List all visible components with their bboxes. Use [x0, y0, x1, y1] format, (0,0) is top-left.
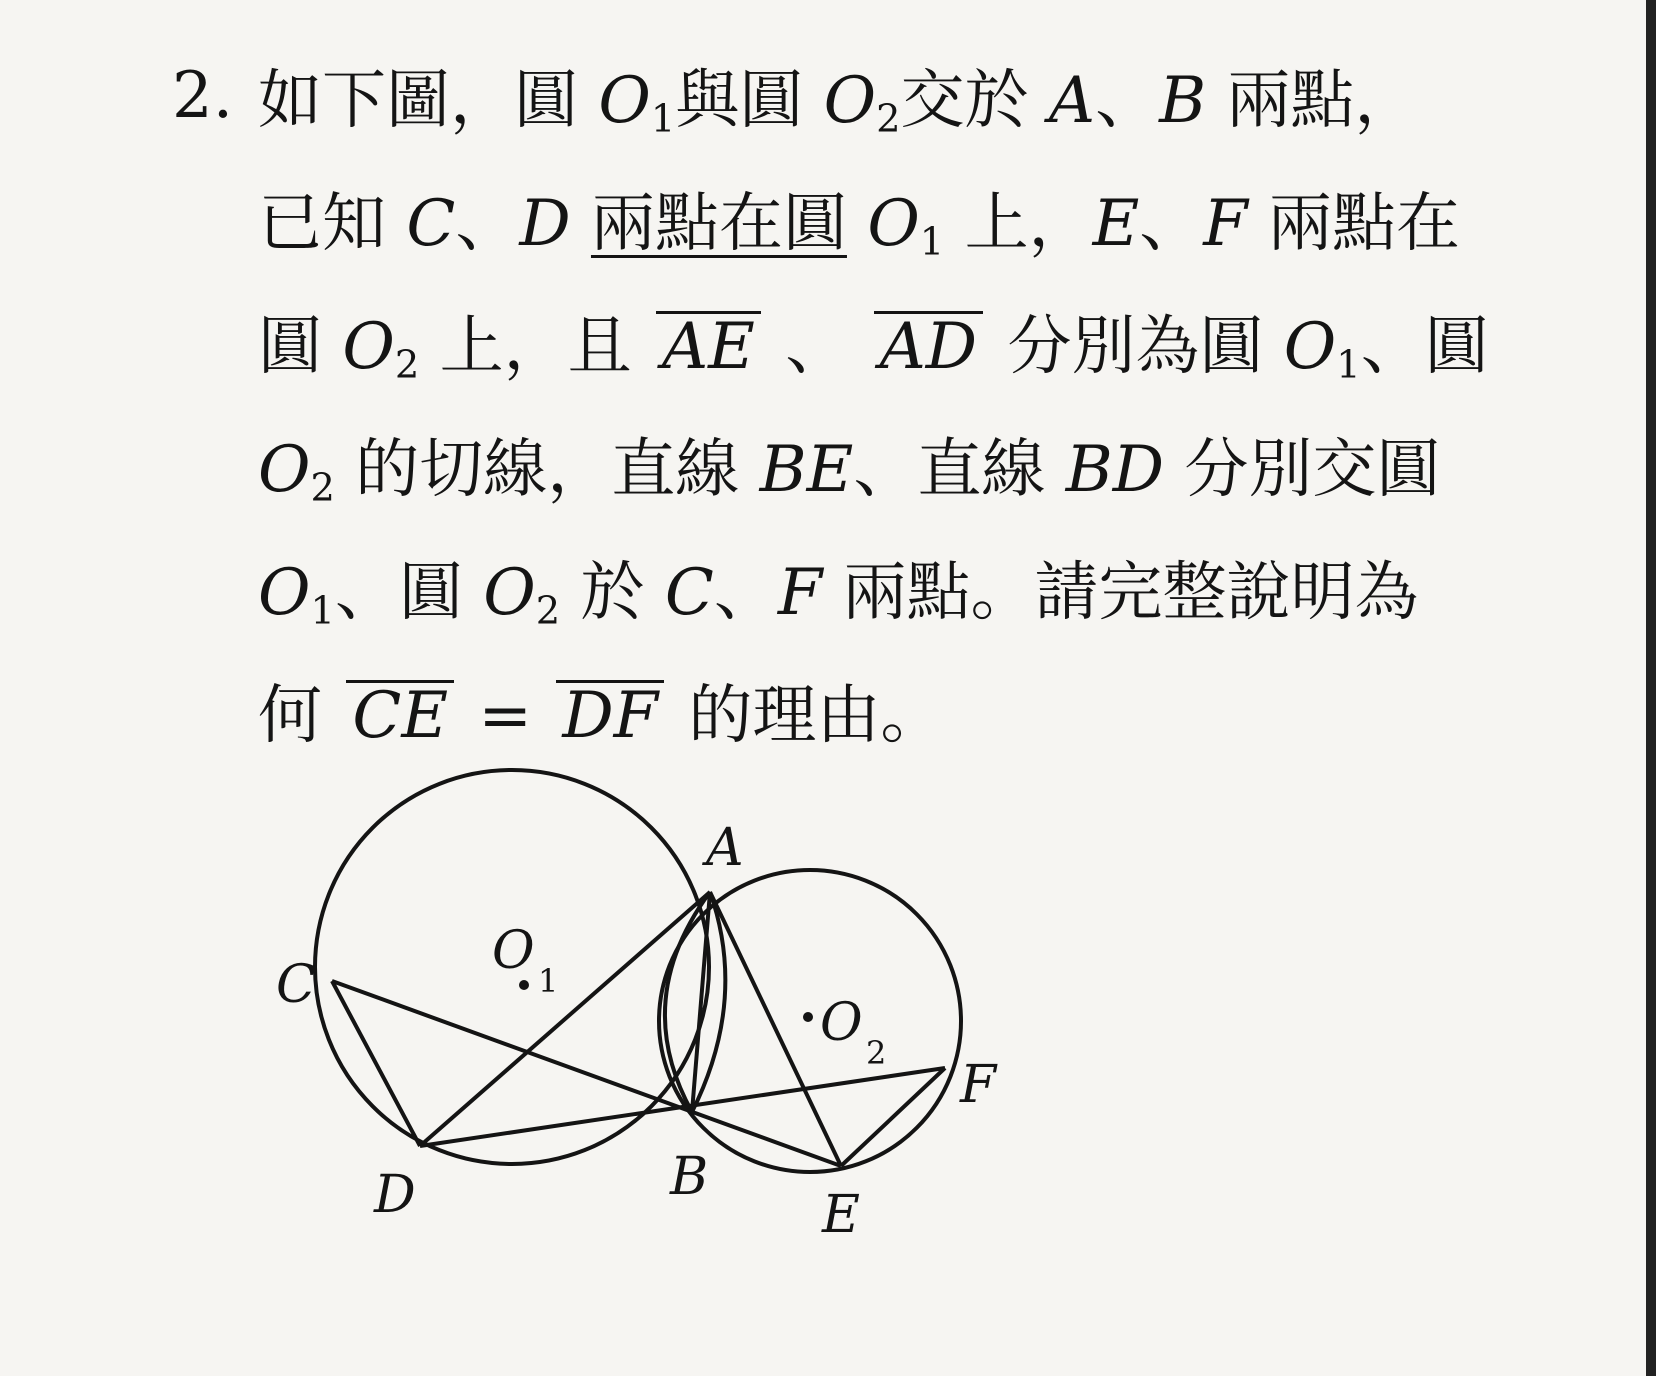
question-line-3: 圓 $O_2$ 上，且 AE 、 AD 分別為圓 $O_1$、圓	[258, 310, 1489, 388]
line-cd	[332, 981, 420, 1146]
label-b: B	[670, 1147, 709, 1207]
question-line-4: $O_2$ 的切線，直線 BE、直線 BD 分別交圓	[258, 433, 1441, 511]
line-df	[420, 1068, 945, 1146]
question-line-5: $O_1$、圓 $O_2$ 於 C、F 兩點。請完整說明為	[258, 556, 1419, 634]
label-o2: O	[820, 993, 863, 1053]
center-o1-dot	[519, 980, 529, 990]
segment-df: DF	[556, 680, 664, 749]
label-o2-sub: 2	[866, 1034, 887, 1072]
label-d: D	[374, 1165, 416, 1225]
label-o1: O	[492, 921, 535, 981]
question-line-1: 如下圖，圓 $O_1$與圓 $O_2$交於 A、B 兩點，	[258, 64, 1419, 142]
label-a: A	[706, 818, 744, 878]
center-o2-dot	[803, 1012, 813, 1022]
label-e: E	[822, 1185, 860, 1245]
segment-ce: CE	[346, 680, 454, 749]
segment-ae: AE	[656, 311, 761, 380]
question-number: 2.	[172, 59, 234, 133]
label-o1-sub: 1	[538, 962, 559, 1000]
label-c: C	[276, 955, 316, 1015]
question-line-2: 已知 C、D 兩點在圓 $O_1$ 上，E、F 兩點在	[258, 187, 1461, 265]
segment-ad: AD	[874, 311, 984, 380]
question-line-6: 何 CE = DF 的理由。	[258, 679, 945, 753]
label-f: F	[960, 1055, 997, 1115]
underlined-phrase: 兩點在圓	[590, 187, 847, 261]
